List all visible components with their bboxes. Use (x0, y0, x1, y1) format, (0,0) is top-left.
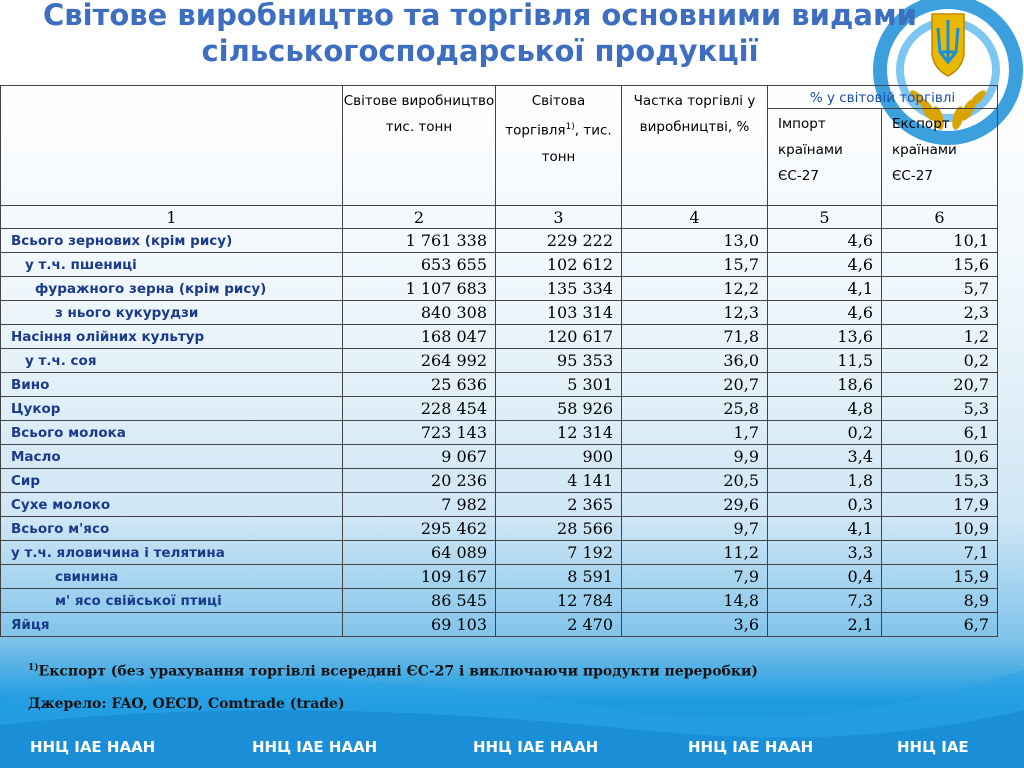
row-label: у т.ч. яловичина і телятина (1, 541, 343, 565)
column-number: 4 (622, 206, 768, 229)
cell-export: 2,3 (882, 301, 998, 325)
cell-share: 9,9 (622, 445, 768, 469)
row-label: Цукор (1, 397, 343, 421)
cell-production: 20 236 (343, 469, 496, 493)
header-trade-sup: 1) (565, 122, 575, 132)
footer-bar (0, 738, 1024, 758)
row-label: Всього зернових (крім рису) (1, 229, 343, 253)
row-label: м' ясо свійської птиці (1, 589, 343, 613)
column-number: 1 (1, 206, 343, 229)
page-title-line1: Світове виробництво та торгівля основними видами (42, 0, 917, 32)
column-number-row (1, 206, 998, 229)
cell-export: 10,6 (882, 445, 998, 469)
row-label: Всього м'ясо (1, 517, 343, 541)
cell-export: 15,6 (882, 253, 998, 277)
cell-share: 29,6 (622, 493, 768, 517)
cell-trade: 8 591 (496, 565, 622, 589)
cell-export: 0,2 (882, 349, 998, 373)
cell-import: 4,6 (768, 253, 882, 277)
cell-production: 723 143 (343, 421, 496, 445)
cell-import: 3,3 (768, 541, 882, 565)
table-row (1, 397, 998, 421)
cell-trade: 5 301 (496, 373, 622, 397)
cell-export: 6,1 (882, 421, 998, 445)
table-row (1, 565, 998, 589)
cell-export: 20,7 (882, 373, 998, 397)
cell-share: 13,0 (622, 229, 768, 253)
table-row (1, 589, 998, 613)
cell-production: 109 167 (343, 565, 496, 589)
cell-import: 2,1 (768, 613, 882, 637)
cell-share: 15,7 (622, 253, 768, 277)
header-share: Частка торгівлі у виробництві, % (622, 86, 768, 206)
cell-share: 1,7 (622, 421, 768, 445)
cell-export: 8,9 (882, 589, 998, 613)
cell-share: 20,5 (622, 469, 768, 493)
row-label: фуражного зерна (крім рису) (1, 277, 343, 301)
cell-export: 7,1 (882, 541, 998, 565)
cell-import: 4,6 (768, 301, 882, 325)
cell-export: 17,9 (882, 493, 998, 517)
row-label: Масло (1, 445, 343, 469)
row-label: свинина (1, 565, 343, 589)
row-label: Всього молока (1, 421, 343, 445)
footer-item: ННЦ ІАЕ НААН (30, 738, 156, 756)
footer-item: ННЦ ІАЕ НААН (252, 738, 378, 756)
cell-trade: 2 365 (496, 493, 622, 517)
cell-trade: 135 334 (496, 277, 622, 301)
cell-production: 69 103 (343, 613, 496, 637)
cell-share: 9,7 (622, 517, 768, 541)
table-body (1, 229, 998, 637)
cell-import: 11,5 (768, 349, 882, 373)
table-row (1, 253, 998, 277)
cell-production: 9 067 (343, 445, 496, 469)
row-label: Яйця (1, 613, 343, 637)
footnote-text: Експорт (без урахування торгівлі всередині ЄС-27 і виключаючи продукти переробки) (38, 663, 758, 680)
cell-share: 11,2 (622, 541, 768, 565)
cell-export: 15,3 (882, 469, 998, 493)
page-title-line2: сільськогосподарської продукції (201, 34, 759, 68)
footer-item: ННЦ ІАЕ (897, 738, 969, 756)
cell-production: 264 992 (343, 349, 496, 373)
table-row (1, 445, 998, 469)
cell-production: 653 655 (343, 253, 496, 277)
cell-production: 86 545 (343, 589, 496, 613)
cell-production: 64 089 (343, 541, 496, 565)
cell-trade: 120 617 (496, 325, 622, 349)
cell-share: 7,9 (622, 565, 768, 589)
footer-item: ННЦ ІАЕ НААН (688, 738, 814, 756)
source-note: Джерело: FAO, OECD, Comtrade (trade) (28, 696, 345, 712)
cell-share: 25,8 (622, 397, 768, 421)
cell-share: 3,6 (622, 613, 768, 637)
cell-trade: 12 784 (496, 589, 622, 613)
cell-trade: 2 470 (496, 613, 622, 637)
cell-import: 4,1 (768, 517, 882, 541)
cell-production: 295 462 (343, 517, 496, 541)
cell-import: 0,4 (768, 565, 882, 589)
cell-share: 71,8 (622, 325, 768, 349)
table-row (1, 229, 998, 253)
row-label: Сир (1, 469, 343, 493)
cell-export: 5,7 (882, 277, 998, 301)
cell-production: 1 107 683 (343, 277, 496, 301)
cell-export: 6,7 (882, 613, 998, 637)
cell-share: 12,2 (622, 277, 768, 301)
cell-export: 1,2 (882, 325, 998, 349)
cell-production: 7 982 (343, 493, 496, 517)
header-trade-suffix: , тис. тонн (541, 122, 612, 165)
table-row (1, 421, 998, 445)
header-export: Експорт країнами ЄС-27 (882, 109, 998, 206)
table-row (1, 541, 998, 565)
cell-production: 840 308 (343, 301, 496, 325)
column-number: 5 (768, 206, 882, 229)
cell-share: 20,7 (622, 373, 768, 397)
cell-import: 4,1 (768, 277, 882, 301)
cell-trade: 7 192 (496, 541, 622, 565)
cell-trade: 4 141 (496, 469, 622, 493)
header-trade (496, 86, 622, 206)
header-production: Світове виробництво тис. тонн (343, 86, 496, 206)
cell-import: 3,4 (768, 445, 882, 469)
cell-import: 7,3 (768, 589, 882, 613)
cell-trade: 95 353 (496, 349, 622, 373)
cell-export: 5,3 (882, 397, 998, 421)
cell-export: 10,1 (882, 229, 998, 253)
cell-share: 14,8 (622, 589, 768, 613)
row-label: у т.ч. соя (1, 349, 343, 373)
cell-import: 4,6 (768, 229, 882, 253)
table-row (1, 469, 998, 493)
cell-trade: 28 566 (496, 517, 622, 541)
data-table (0, 85, 998, 637)
footer-item: ННЦ ІАЕ НААН (473, 738, 599, 756)
table-row (1, 493, 998, 517)
cell-export: 10,9 (882, 517, 998, 541)
table-row (1, 277, 998, 301)
cell-trade: 229 222 (496, 229, 622, 253)
footnote (28, 663, 758, 680)
cell-share: 36,0 (622, 349, 768, 373)
header-category (1, 86, 343, 206)
column-number: 2 (343, 206, 496, 229)
cell-trade: 58 926 (496, 397, 622, 421)
cell-import: 18,6 (768, 373, 882, 397)
cell-import: 0,3 (768, 493, 882, 517)
cell-import: 1,8 (768, 469, 882, 493)
cell-import: 4,8 (768, 397, 882, 421)
table-row (1, 373, 998, 397)
table-row (1, 301, 998, 325)
cell-export: 15,9 (882, 565, 998, 589)
cell-trade: 12 314 (496, 421, 622, 445)
table-row (1, 613, 998, 637)
header-trade-text: Світова торгівля (505, 93, 586, 139)
cell-production: 228 454 (343, 397, 496, 421)
row-label: Вино (1, 373, 343, 397)
row-label: з нього кукурудзи (1, 301, 343, 325)
footnote-marker: 1) (28, 663, 39, 673)
column-number: 6 (882, 206, 998, 229)
cell-production: 1 761 338 (343, 229, 496, 253)
table-row (1, 349, 998, 373)
cell-import: 13,6 (768, 325, 882, 349)
cell-trade: 103 314 (496, 301, 622, 325)
cell-import: 0,2 (768, 421, 882, 445)
table-row (1, 325, 998, 349)
cell-production: 168 047 (343, 325, 496, 349)
row-label: Сухе молоко (1, 493, 343, 517)
row-label: Насіння олійних культур (1, 325, 343, 349)
table-row (1, 517, 998, 541)
row-label: у т.ч. пшениці (1, 253, 343, 277)
column-number: 3 (496, 206, 622, 229)
header-import: Імпорт країнами ЄС-27 (768, 109, 882, 206)
header-world-trade-pct: % у світовій торгівлі (768, 86, 998, 109)
cell-share: 12,3 (622, 301, 768, 325)
cell-production: 25 636 (343, 373, 496, 397)
cell-trade: 900 (496, 445, 622, 469)
cell-trade: 102 612 (496, 253, 622, 277)
